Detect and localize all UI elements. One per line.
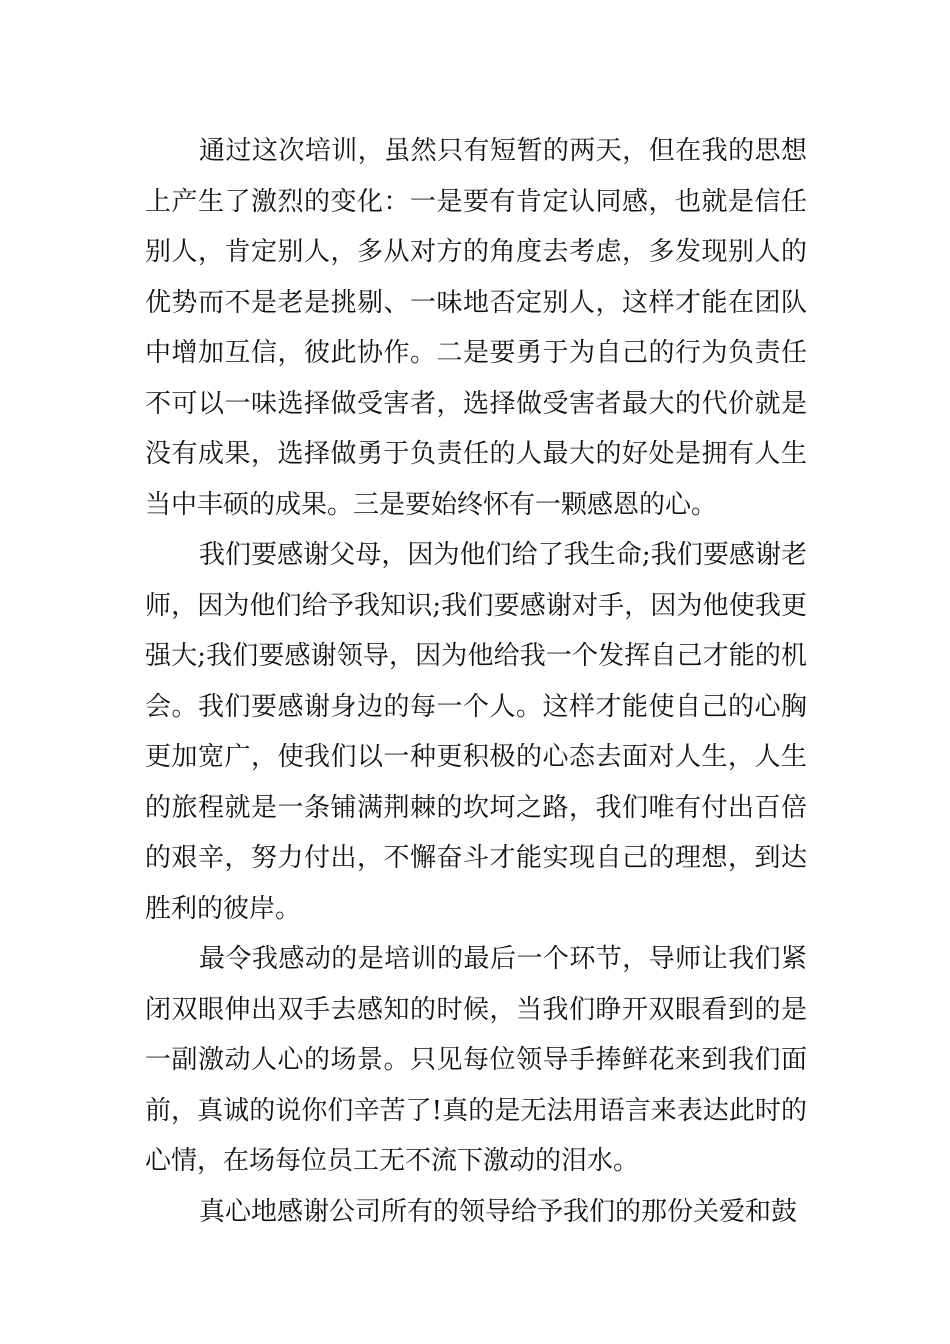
paragraph-thanks-leaders: 真心地感谢公司所有的领导给予我们的那份关爱和鼓 xyxy=(199,1196,798,1227)
document-body xyxy=(145,126,807,1237)
paragraph-training-reflection: 通过这次培训，虽然只有短暂的两天，但在我的思想上产生了激烈的变化：一是要有肯定认同感，也就是信任别人，肯定别人，多从对方的角度去考虑，多发现别人的优势而不是老是挑剔、一味地否定别人，这样才能在团队中增加互信，彼此协作。二是要勇于为自己的行为负责任不可以一味选择做受害者，选择做受害者最大的代价就是没有成果，选择做勇于负责任的人最大的好处是拥有人生当中丰硕的成果。三是要始终怀有一颗感恩的心。 xyxy=(145,136,807,520)
paragraph-gratitude: 我们要感谢父母，因为他们给了我生命;我们要感谢老师，因为他们给予我知识;我们要感谢对手，因为他使我更强大;我们要感谢领导，因为他给我一个发挥自己才能的机会。我们要感谢身边的每一个人。这样才能使自己的心胸更加宽广，使我们以一种更积极的心态去面对人生，人生的旅程就是一条铺满荆棘的坎坷之路，我们唯有付出百倍的艰辛，努力付出，不懈奋斗才能实现自己的理想，到达胜利的彼岸。 xyxy=(145,540,807,924)
paragraph-moving-moment: 最令我感动的是培训的最后一个环节，导师让我们紧闭双眼伸出双手去感知的时候，当我们睁开双眼看到的是一副激动人心的场景。只见每位领导手捧鲜花来到我们面前，真诚的说你们辛苦了!真的是无法用语言来表达此时的心情，在场每位员工无不流下激动的泪水。 xyxy=(145,944,807,1176)
